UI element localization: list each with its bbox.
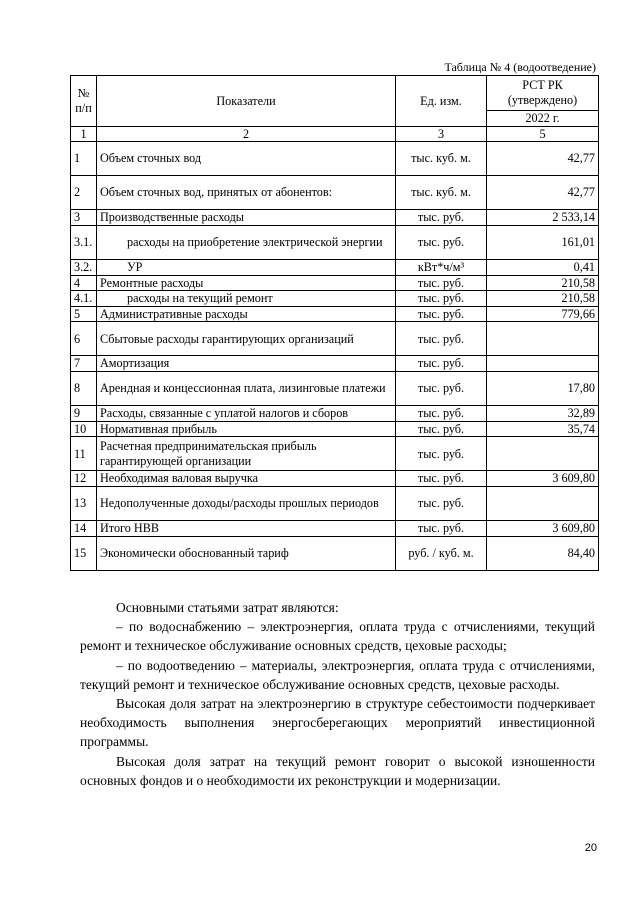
row-value [487, 437, 599, 471]
row-num: 4.1. [71, 291, 97, 307]
row-unit: тыс. руб. [396, 471, 487, 487]
index-cell: 3 [396, 126, 487, 142]
table-row [71, 406, 599, 422]
paragraph: – по водоотведению – материалы, электроэнергия, оплата труда с отчислениями, текущий ремонт и техническое обслуживание основных средств, цеховые расходы. [80, 657, 595, 692]
header-unit: Ед. изм. [396, 76, 487, 127]
row-unit: тыс. руб. [396, 372, 487, 406]
row-name: Расходы, связанные с уплатой налогов и сборов [97, 406, 396, 422]
row-num: 14 [71, 521, 97, 537]
row-unit: тыс. куб. м. [396, 142, 487, 176]
index-cell: 1 [71, 126, 97, 142]
row-unit: тыс. руб. [396, 225, 487, 259]
row-value: 42,77 [487, 142, 599, 176]
table-row [71, 471, 599, 487]
row-value: 35,74 [487, 421, 599, 437]
row-value: 17,80 [487, 372, 599, 406]
row-unit: тыс. руб. [396, 406, 487, 422]
header-num: № п/п [71, 76, 97, 127]
row-value: 3 609,80 [487, 521, 599, 537]
table-row [71, 421, 599, 437]
row-unit: тыс. руб. [396, 306, 487, 322]
index-cell: 2 [97, 126, 396, 142]
row-num: 8 [71, 372, 97, 406]
table-row [71, 372, 599, 406]
row-value [487, 487, 599, 521]
table-row [71, 322, 599, 356]
row-unit: тыс. руб. [396, 275, 487, 291]
row-unit: тыс. руб. [396, 291, 487, 307]
table-row [71, 291, 599, 307]
table-row [71, 259, 599, 275]
table-row [71, 275, 599, 291]
row-value: 210,58 [487, 291, 599, 307]
row-num: 11 [71, 437, 97, 471]
row-num: 13 [71, 487, 97, 521]
row-num: 4 [71, 275, 97, 291]
row-num: 2 [71, 176, 97, 210]
row-name: Экономически обоснованный тариф [97, 536, 396, 570]
row-value [487, 322, 599, 356]
row-unit: руб. / куб. м. [396, 536, 487, 570]
row-name: Нормативная прибыль [97, 421, 396, 437]
row-value: 84,40 [487, 536, 599, 570]
table-row [71, 437, 599, 471]
row-unit: тыс. руб. [396, 322, 487, 356]
row-value: 42,77 [487, 176, 599, 210]
header-row [71, 76, 599, 111]
row-name: Недополученные доходы/расходы прошлых периодов [97, 487, 396, 521]
paragraph: Основными статьями затрат являются: [116, 600, 339, 615]
row-num: 9 [71, 406, 97, 422]
row-num: 5 [71, 306, 97, 322]
row-name: УР [97, 259, 396, 275]
row-unit: тыс. руб. [396, 487, 487, 521]
row-unit: тыс. руб. [396, 356, 487, 372]
row-value: 2 533,14 [487, 210, 599, 226]
row-num: 6 [71, 322, 97, 356]
row-num: 7 [71, 356, 97, 372]
row-unit: кВт*ч/м³ [396, 259, 487, 275]
row-name: Сбытовые расходы гарантирующих организаций [97, 322, 396, 356]
row-num: 10 [71, 421, 97, 437]
header-year: 2022 г. [487, 111, 599, 127]
row-num: 3.1. [71, 225, 97, 259]
row-value: 779,66 [487, 306, 599, 322]
table-row [71, 210, 599, 226]
paragraph: Высокая доля затрат на текущий ремонт говорит о высокой изношенности основных фондов и о необходимости их реконструкции и модернизации. [80, 753, 595, 788]
row-value: 0,41 [487, 259, 599, 275]
row-value: 3 609,80 [487, 471, 599, 487]
row-unit: тыс. руб. [396, 210, 487, 226]
paragraph: Высокая доля затрат на электроэнергию в структуре себестоимости подчеркивает необходимость выполнения энергосберегающих мероприятий инвестиционной программы. [80, 696, 595, 750]
table-body [71, 142, 599, 570]
header-rst: РСТ РК (утверждено) [487, 76, 599, 111]
table-row [71, 487, 599, 521]
table-row [71, 142, 599, 176]
row-name: Амортизация [97, 356, 396, 372]
table-row [71, 306, 599, 322]
table-caption: Таблица № 4 (водоотведение) [444, 60, 596, 74]
row-name: Объем сточных вод, принятых от абонентов: [97, 176, 396, 210]
row-name: Расчетная предпринимательская прибыль гарантирующей организации [97, 437, 396, 471]
row-num: 15 [71, 536, 97, 570]
row-value: 32,89 [487, 406, 599, 422]
row-name: Ремонтные расходы [97, 275, 396, 291]
table-row [71, 521, 599, 537]
row-name: Необходимая валовая выручка [97, 471, 396, 487]
row-name: Итого НВВ [97, 521, 396, 537]
page-number: 20 [584, 842, 597, 854]
row-name: расходы на текущий ремонт [97, 291, 396, 307]
row-value: 210,58 [487, 275, 599, 291]
row-name: Объем сточных вод [97, 142, 396, 176]
row-num: 3 [71, 210, 97, 226]
row-name: Административные расходы [97, 306, 396, 322]
row-num: 1 [71, 142, 97, 176]
table-row [71, 225, 599, 259]
row-num: 3.2. [71, 259, 97, 275]
row-unit: тыс. куб. м. [396, 176, 487, 210]
header-indicator: Показатели [97, 76, 396, 127]
row-name: расходы на приобретение электрической энергии [97, 225, 396, 259]
row-value [487, 356, 599, 372]
tariff-table [70, 75, 599, 571]
row-name: Арендная и концессионная плата, лизинговые платежи [97, 372, 396, 406]
table-row [71, 176, 599, 210]
row-num: 12 [71, 471, 97, 487]
row-value: 161,01 [487, 225, 599, 259]
paragraph: – по водоснабжению – электроэнергия, оплата труда с отчислениями, текущий ремонт и техническое обслуживание основных средств, цеховые расходы; [80, 619, 595, 654]
row-unit: тыс. руб. [396, 437, 487, 471]
index-cell: 5 [487, 126, 599, 142]
table-row [71, 536, 599, 570]
table-row [71, 356, 599, 372]
index-row [71, 126, 599, 142]
body-text [80, 598, 595, 790]
row-unit: тыс. руб. [396, 421, 487, 437]
row-unit: тыс. руб. [396, 521, 487, 537]
row-name: Производственные расходы [97, 210, 396, 226]
